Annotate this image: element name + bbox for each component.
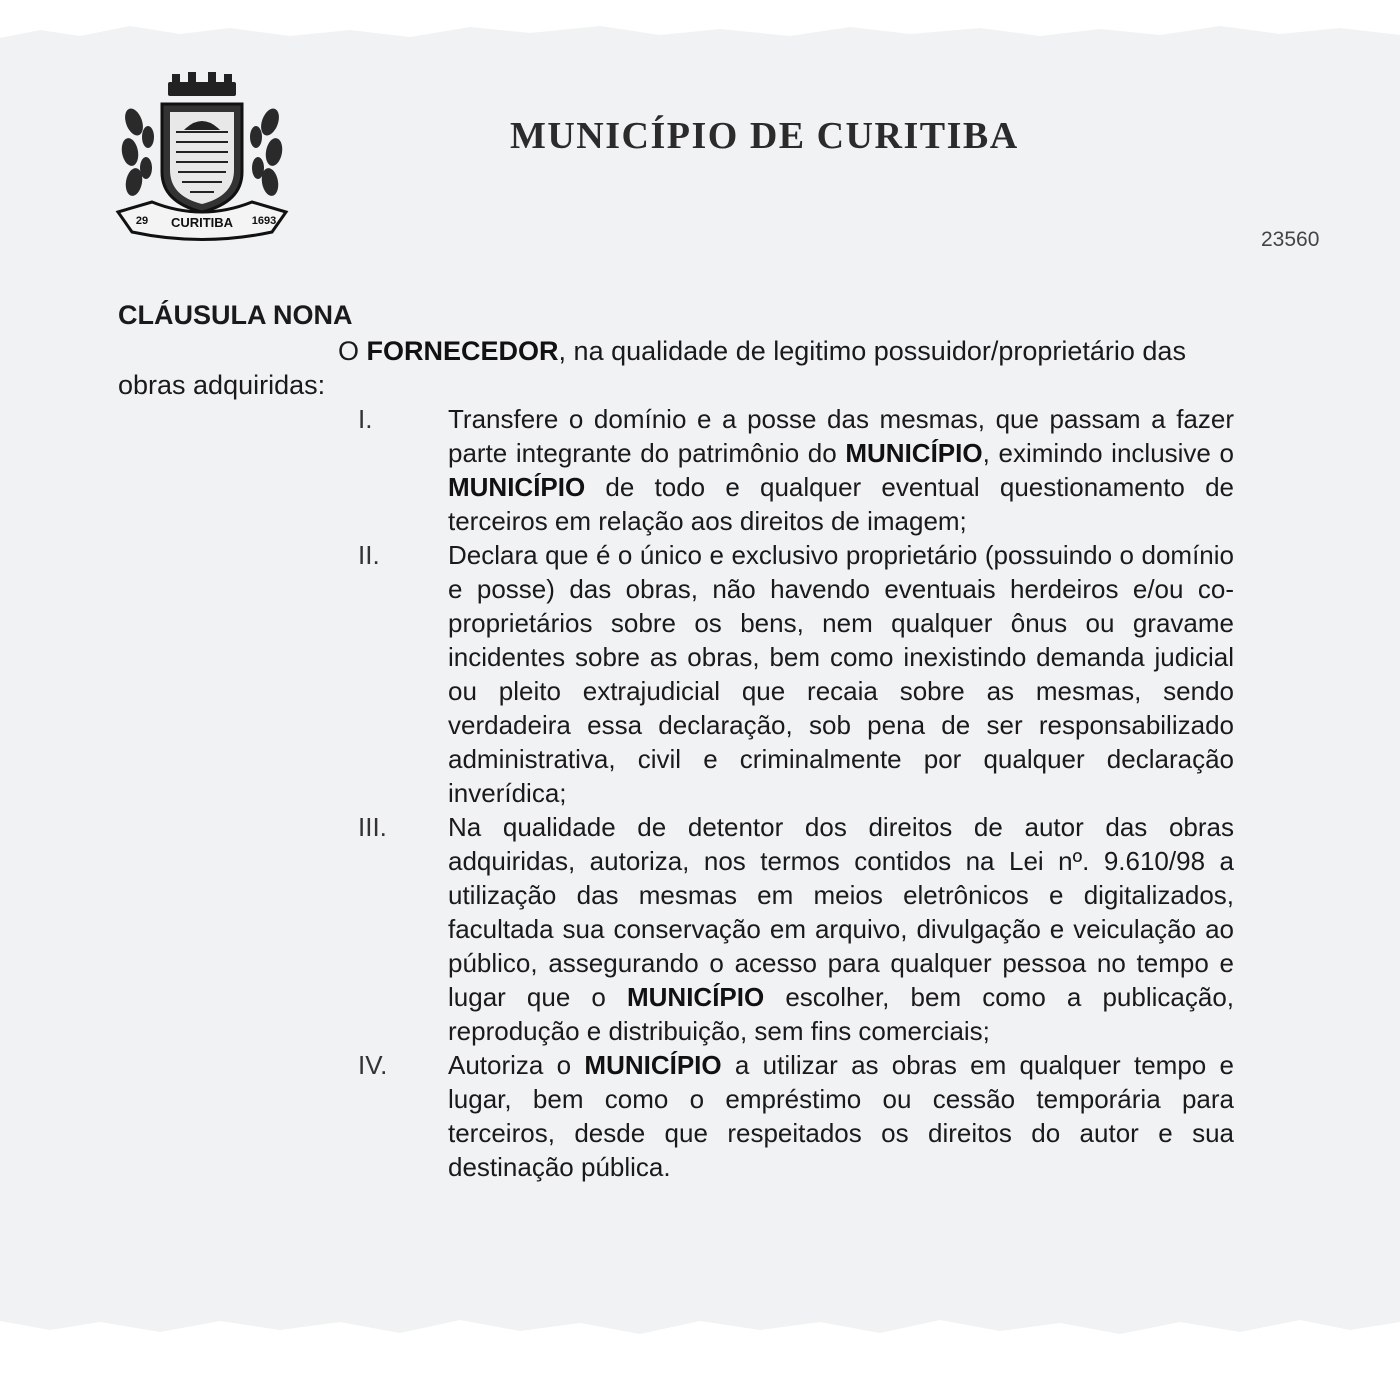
page-title: MUNICÍPIO DE CURITIBA [510, 115, 1019, 157]
text-run: Na qualidade de detentor dos direitos de autor das obras adquiridas, autoriza, nos termos contidos na Lei nº. 9.610/98 a utilização das mesmas em meios eletrônicos e digitalizados, facultada sua conservação em arquivo, divulgação e veiculação ao público, assegurando o acesso para qualquer pessoa no tempo e lugar que o [448, 812, 1234, 1012]
document-number: 23560 [1261, 228, 1320, 251]
crest-year-right: 1693 [251, 215, 277, 227]
coat-of-arms-icon [112, 72, 292, 247]
bold-term: MUNICÍPIO [845, 438, 983, 468]
text-run: a utilizar as obras em qualquer tempo e lugar, bem como o empréstimo ou cessão temporária para terceiros, desde que respeitados os direitos do autor e sua destinação pública. [448, 1050, 1234, 1182]
intro-prefix: O [338, 336, 360, 366]
clause-item-number: I. [358, 404, 373, 434]
intro-bold-party: FORNECEDOR [366, 336, 559, 366]
intro-rest: , na qualidade de legitimo possuidor/proprietário das obras adquiridas: [118, 336, 1186, 400]
clause-item-text [448, 402, 1234, 538]
crest-ribbon-text: CURITIBA [170, 215, 234, 230]
clause-item-number: II. [358, 540, 380, 570]
clause-item-text [448, 810, 1234, 1048]
bold-term: MUNICÍPIO [584, 1050, 722, 1080]
text-run: Transfere o domínio e a posse das mesmas, que passam a fazer parte integrante do patrimônio do [448, 404, 1234, 468]
clause-item-number: III. [358, 812, 387, 842]
clause-item-text [448, 1048, 1234, 1184]
clause-item [118, 1048, 1234, 1184]
text-run: Declara que é o único e exclusivo proprietário (possuindo o domínio e posse) das obras, não havendo eventuais herdeiros e/ou co-proprietários sobre os bens, nem qualquer ônus ou gravame incidentes sobre as obras, bem como inexistindo demanda judicial ou pleito extrajudicial que recaia sobre as mesmas, sendo verdadeira essa declaração, sob pena de ser responsabilizado administrativa, civil e criminalmente por qualquer declaração inverídica; [448, 540, 1234, 808]
clause-heading: CLÁUSULA NONA [118, 300, 353, 330]
text-run: Autoriza o [448, 1050, 585, 1080]
clause-items-list [118, 402, 1234, 1184]
clause-intro [118, 334, 1234, 402]
clause-item-number: IV. [358, 1050, 388, 1080]
text-run: , eximindo inclusive o [982, 438, 1234, 468]
clause-item-text [448, 538, 1234, 810]
clause-item [118, 810, 1234, 1048]
crest-year-left: 29 [135, 215, 149, 227]
clause-item [118, 538, 1234, 810]
bold-term: MUNICÍPIO [627, 982, 765, 1012]
clause-item [118, 402, 1234, 538]
text-run: de todo e qualquer eventual questionamento de terceiros em relação aos direitos de imagem; [448, 472, 1234, 536]
text-run: escolher, bem como a publicação, reprodução e distribuição, sem fins comerciais; [448, 982, 1235, 1046]
bold-term: MUNICÍPIO [448, 472, 586, 502]
